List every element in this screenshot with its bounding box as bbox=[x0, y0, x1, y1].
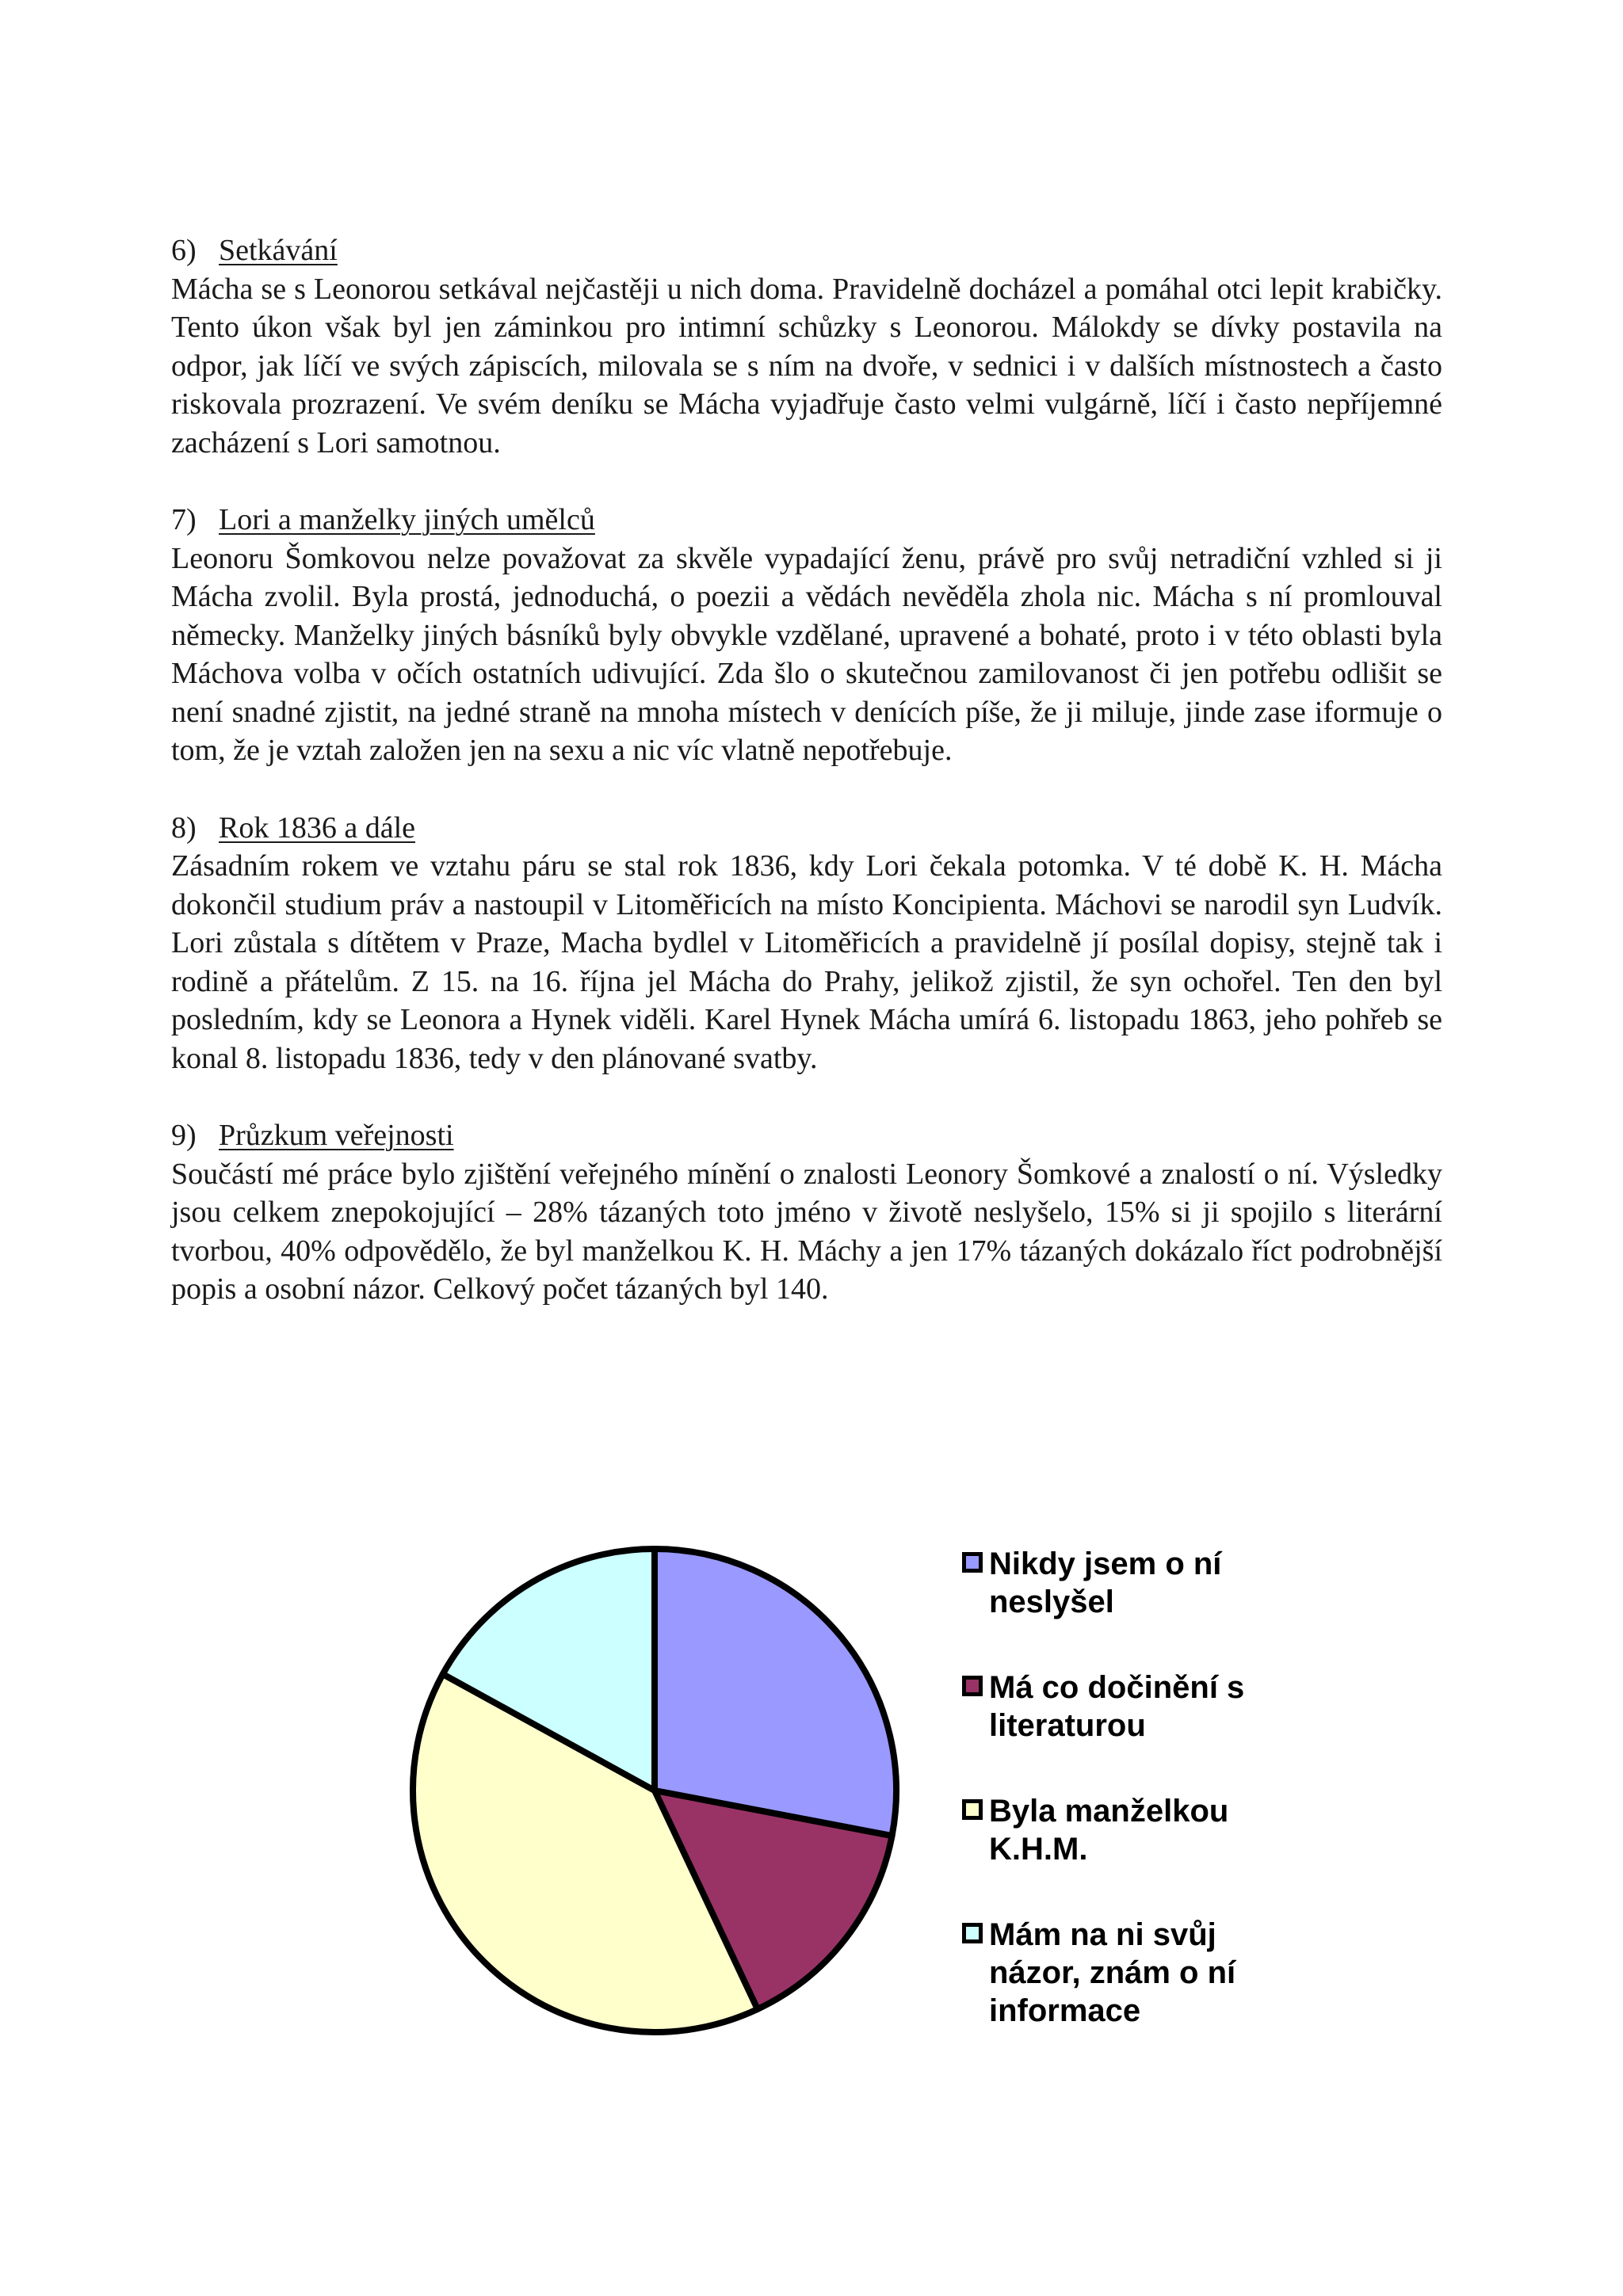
legend-swatch bbox=[962, 1676, 983, 1696]
section-number: 7) bbox=[171, 503, 197, 536]
section-lori-a-manzelky bbox=[171, 501, 1442, 770]
legend-swatch bbox=[962, 1923, 983, 1943]
section-title: Lori a manželky jiných umělců bbox=[219, 503, 595, 536]
section-paragraph: Mácha se s Leonorou setkával nejčastěji u nich doma. Pravidelně docházel a pomáhal otci lepit krabičky. Tento úkon však byl jen záminkou pro intimní schůzky s Leonorou. Málokdy se dívky postavila na odpor, jak líčí ve svých zápiscích, milovala se s ním na dvoře, v sednici i v dalších místnostech a často riskovala prozrazení. Ve svém deníku se Mácha vyjadřuje často velmi vulgárně, líčí i často nepříjemné zacházení s Lori samotnou. bbox=[171, 272, 1442, 460]
section-title: Setkávání bbox=[219, 234, 338, 267]
section-heading bbox=[171, 501, 1442, 540]
legend-item-opinion bbox=[962, 1916, 1311, 2030]
section-number: 8) bbox=[171, 810, 197, 845]
survey-pie-chart bbox=[396, 1529, 1308, 2052]
pie-slice-never-heard bbox=[655, 1549, 896, 1836]
section-paragraph: Leonoru Šomkovou nelze považovat za skvěle vypadající ženu, právě pro svůj netradiční vzhled si ji Mácha zvolil. Byla prostá, jednoduchá, o poezii a vědách nevěděla zhola nic. Mácha s ní promlouval německy. Manželky jiných básníků byly obvykle vzdělané, upravené a bohaté, proto i v této oblasti byla Máchova volba v očích ostatních udivující. Zda šlo o skutečnou zamilovanost či jen potřebu odlišit se není snadné zjistit, na jedné straně na mnoha místech v denících píše, že ji miluje, jinde zase iformuje o tom, že je vztah založen jen na sexu a nic víc vlatně nepotřebuje. bbox=[171, 541, 1442, 767]
section-title: Průzkum veřejnosti bbox=[219, 1119, 454, 1152]
section-number: 6) bbox=[171, 234, 197, 267]
legend-label: Nikdy jsem o ní neslyšel bbox=[989, 1547, 1222, 1619]
section-paragraph: Součástí mé práce bylo zjištění veřejného mínění o znalosti Leonory Šomkové a znalostí o ní. Výsledky jsou celkem znepokojující – 28% tázaných toto jméno v životě neslyšelo, 15% si ji spojilo s literární tvorbou, 40% odpovědělo, že byl manželkou K. H. Máchy a jen 17% tázaných dokázalo říct podrobnější popis a osobní názor. Celkový počet tázaných byl 140. bbox=[171, 1157, 1442, 1306]
section-setkavani bbox=[171, 231, 1442, 462]
section-pruzkum-verejnosti bbox=[171, 1116, 1442, 1309]
section-heading bbox=[171, 809, 1442, 848]
legend-label: Byla manželkou K.H.M. bbox=[989, 1794, 1229, 1867]
pie-chart-svg bbox=[396, 1529, 919, 2052]
section-number: 9) bbox=[171, 1119, 197, 1152]
legend-item-literature bbox=[962, 1669, 1311, 1745]
section-rok-1836 bbox=[171, 809, 1442, 1078]
legend-label: Mám na ni svůj názor, znám o ní informace bbox=[989, 1917, 1236, 2028]
legend-swatch bbox=[962, 1552, 983, 1573]
section-paragraph: Zásadním rokem ve vztahu páru se stal rok 1836, kdy Lori čekala potomka. V té době K. H. Mácha dokončil studium práv a nastoupil v Litoměřicích na místo Koncipienta. Máchovi se narodil syn Ludvík. Lori zůstala s dítětem v Praze, Macha bydlel v Litoměřicích a pravidelně jí posílal dopisy, stejně tak i rodině a přátelům. Z 15. na 16. října jel Mácha do Prahy, jelikož zjistil, že syn ochořel. Ten den byl posledním, kdy se Leonora a Hynek viděli. Karel Hynek Mácha umírá 6. listopadu 1863, jeho pohřeb se konal 8. listopadu 1836, tedy v den plánované svatby. bbox=[171, 849, 1442, 1075]
legend-swatch bbox=[962, 1799, 983, 1820]
section-title: Rok 1836 a dále bbox=[219, 810, 416, 845]
section-heading bbox=[171, 231, 1442, 270]
document-page bbox=[171, 231, 1442, 1348]
legend-item-wife bbox=[962, 1792, 1311, 1868]
legend-item-never-heard bbox=[962, 1545, 1311, 1621]
section-heading bbox=[171, 1116, 1442, 1155]
chart-legend bbox=[962, 1545, 1311, 2077]
legend-label: Má co dočinění s literaturou bbox=[989, 1670, 1245, 1743]
